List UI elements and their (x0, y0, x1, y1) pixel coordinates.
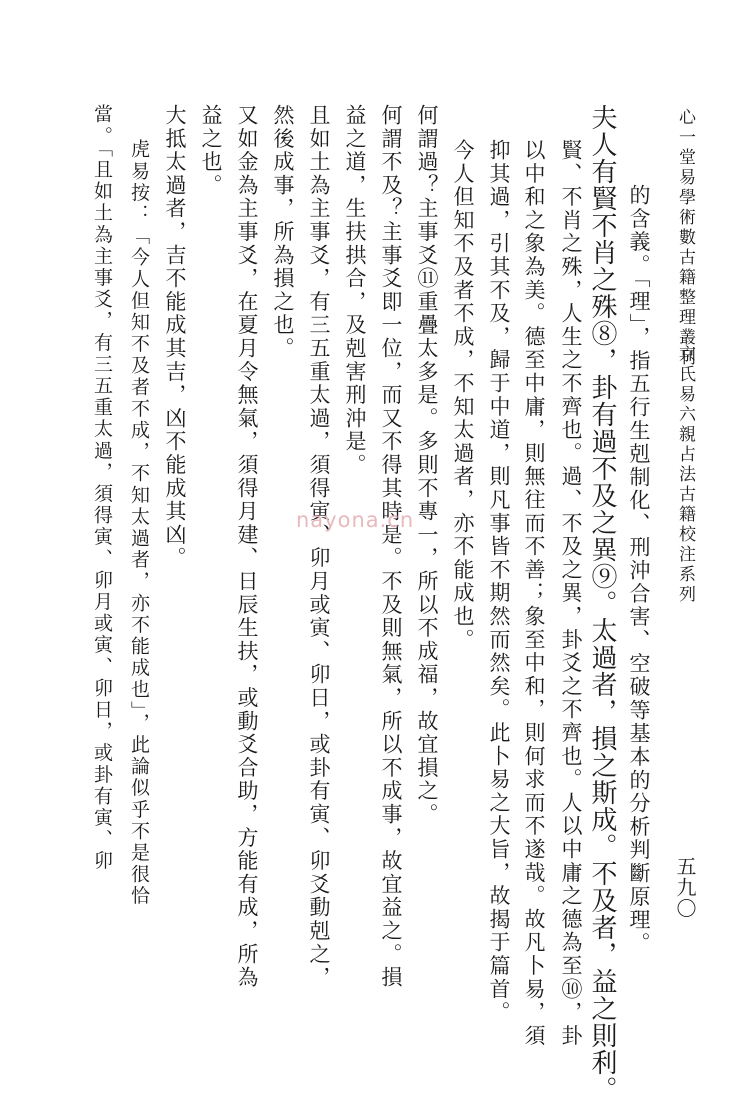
text-column-14: 大抵太過者，吉不能成其吉，凶不能成其凶。 (163, 104, 187, 570)
note-column-2: 當。「且如土為主事爻，有三五重太過，須得寅、卯月或寅、卯日，或卦有寅、卯 (91, 104, 113, 873)
text-column-11: 然後成事，所為損之也。 (271, 104, 295, 361)
note-column-1: 虎易按：「今人但知不及者不成，不知太過者，亦不能成也」，此論似乎不是很恰 (128, 139, 150, 908)
book-title: 京氏易六親占法古籍校注系列 (675, 345, 695, 605)
text-column-9: 益之道，生扶拱合，及剋害刑沖是。 (343, 104, 367, 477)
text-column-4: 以中和之象為美。德至中庸，則無往而不善；象至中和，則何求而不遂哉。故凡卜易，須 (522, 139, 546, 1048)
text-column-10: 且如土為主事爻，有三五重太過，須得寅、卯月或寅、卯日，或卦有寅、卯爻動剋之， (307, 104, 331, 990)
text-column-5: 抑其過，引其不及，歸于中道，則凡事皆不期然而然矣。此卜易之大旨，故揭于篇首。 (487, 139, 511, 1025)
watermark: nayona.cn (296, 508, 415, 532)
text-column-2: 夫人有賢不肖之殊⑧，卦有過不及之異⑨。太過者，損之斯成。不及者，益之則利。 (587, 104, 617, 1103)
page-number: 五九〇 (673, 856, 697, 919)
text-column-12: 又如金為主事爻，在夏月令無氣，須得月建、日辰生扶，或動爻合助，方能有成，所為 (235, 104, 259, 990)
series-title: 心一堂易學術數古籍整理叢刊 (675, 108, 695, 368)
text-column-7: 何謂過？主事爻⑪重疊太多是。多則不專一，所以不成福，故宜損之。 (415, 104, 439, 827)
text-column-1: 的含義。「理」，指五行生剋制化、刑沖合害、空破等基本的分析判斷原理。 (627, 184, 651, 956)
text-column-13: 益之也。 (199, 104, 223, 198)
text-column-3: 賢、不肖之殊，人生之不齊也。過、不及之異，卦爻之不齊也。人以中庸之德為至⑩，卦 (559, 139, 583, 1048)
text-column-6: 今人但知不及者不成，不知太過者，亦不能成也。 (451, 139, 475, 652)
text-column-8: 何謂不及？主事爻即一位，而又不得其時是。不及則無氣，所以不成事，故宜益之。損 (379, 104, 403, 990)
